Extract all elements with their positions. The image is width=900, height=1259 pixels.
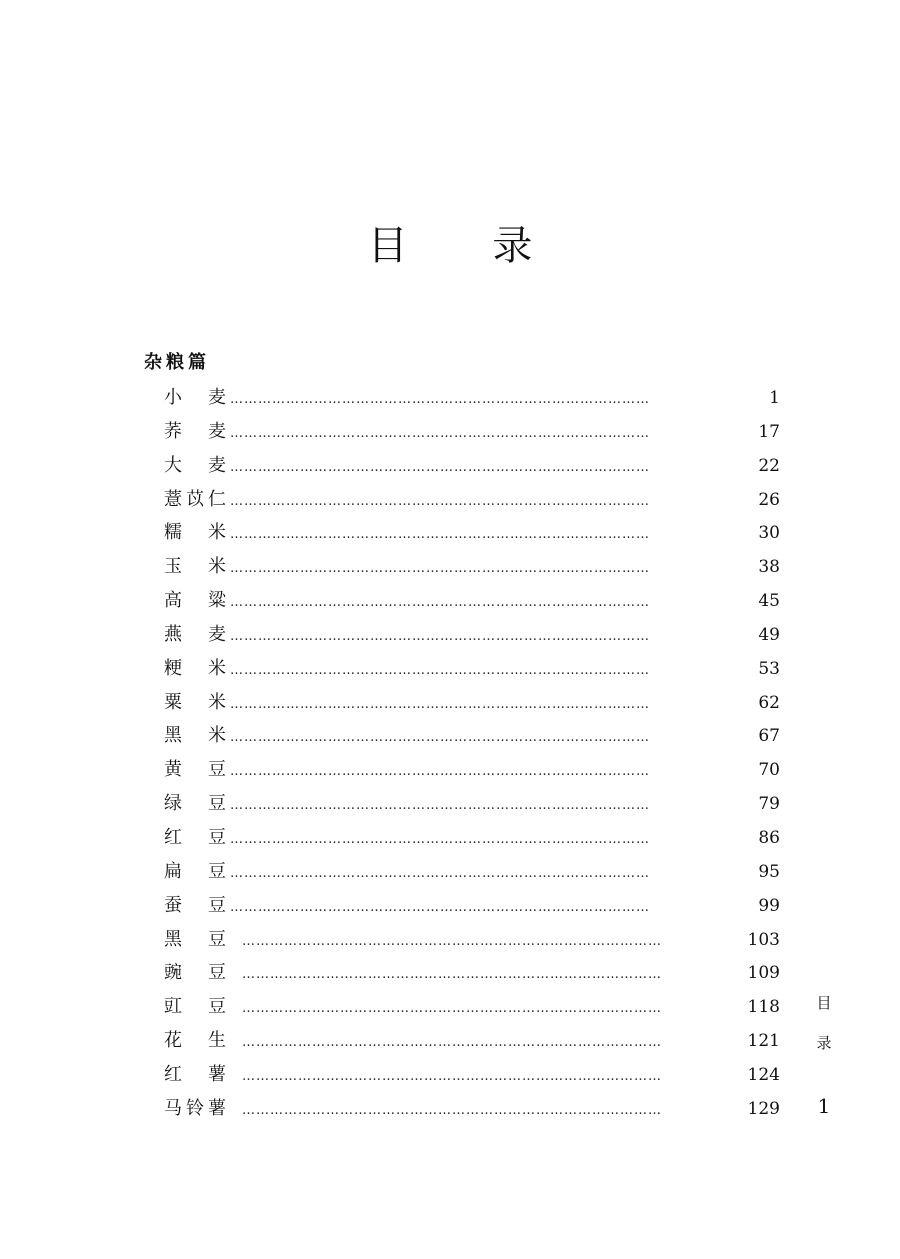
toc-entry-page: 121 [747,1031,780,1052]
toc-entry-page: 103 [747,929,780,950]
toc-entry-name: 红 豆 [164,826,226,848]
toc-entry-name: 扁 豆 [164,860,226,882]
toc-entry-name: 糯 米 [164,522,226,544]
toc-entry[interactable] [164,990,780,1024]
toc-leader: ……………………………………………………………………………… [242,933,662,949]
toc-entry-name: 燕 麦 [164,623,226,645]
running-head-char: 录 [816,1034,832,1052]
toc-entry-page: 99 [758,895,780,916]
toc-entry-name: 粟 米 [164,691,226,713]
toc-entry-page: 49 [758,624,780,645]
toc-leader: ……………………………………………………………………………… [230,865,650,881]
toc-entry-page: 45 [758,591,780,612]
toc-entry[interactable] [164,550,780,584]
toc-entry[interactable] [164,415,780,449]
toc-entry-name: 黑 豆 [164,928,226,950]
toc-entry[interactable] [164,652,780,686]
toc-entry-name: 绿 豆 [164,793,226,815]
toc-entry[interactable] [164,719,780,753]
toc-entry-name: 薏苡仁 [164,488,226,510]
page-title: 目 录 [367,223,569,269]
toc-leader: ……………………………………………………………………………… [242,1035,662,1051]
toc-entry-name: 小 麦 [164,387,226,408]
toc-entry-name: 高 粱 [164,590,226,612]
toc-list [164,381,780,1126]
toc-entry[interactable] [164,821,780,855]
toc-leader: ……………………………………………………………………………… [230,595,650,611]
toc-entry-name: 豌 豆 [164,962,226,984]
toc-entry-name: 马铃薯 [164,1097,226,1119]
toc-entry-page: 124 [747,1064,780,1085]
toc-entry[interactable] [164,753,780,787]
toc-entry-page: 67 [758,726,780,747]
toc-entry[interactable] [164,686,780,720]
toc-leader: ……………………………………………………………………………… [230,493,650,509]
toc-leader: ……………………………………………………………………………… [230,899,650,915]
toc-leader: ……………………………………………………………………………… [242,1068,662,1084]
toc-entry[interactable] [164,449,780,483]
toc-entry-name: 荞 麦 [164,420,226,442]
toc-leader: ……………………………………………………………………………… [230,527,650,543]
toc-entry[interactable] [164,516,780,550]
toc-entry-page: 79 [758,794,780,815]
running-head [816,983,832,1063]
toc-entry-name: 大 麦 [164,454,226,476]
toc-entry[interactable] [164,381,780,415]
toc-leader: ……………………………………………………………………………… [230,662,650,678]
toc-entry[interactable] [164,855,780,889]
toc-entry-name: 黑 米 [164,725,226,747]
toc-leader: ……………………………………………………………………………… [230,392,650,407]
toc-entry-page: 70 [758,760,780,781]
toc-entry[interactable] [164,483,780,517]
toc-entry[interactable] [164,956,780,990]
toc-entry-page: 118 [747,997,780,1018]
toc-entry-name: 豇 豆 [164,996,226,1018]
toc-entry-name: 黄 豆 [164,759,226,781]
toc-leader: ……………………………………………………………………………… [230,459,650,475]
toc-leader: ……………………………………………………………………………… [242,1001,662,1017]
toc-entry[interactable] [164,584,780,618]
toc-entry[interactable] [164,1058,780,1092]
section-heading: 杂粮篇 [144,352,210,373]
toc-entry-page: 53 [758,658,780,679]
toc-entry[interactable] [164,618,780,652]
toc-leader: ……………………………………………………………………………… [230,696,650,712]
toc-entry-page: 30 [758,523,780,544]
toc-leader: ……………………………………………………………………………… [230,425,650,441]
toc-entry-page: 26 [758,489,780,510]
toc-entry-page: 86 [758,827,780,848]
toc-leader: ……………………………………………………………………………… [230,831,650,847]
toc-entry-name: 蚕 豆 [164,894,226,916]
toc-entry[interactable] [164,889,780,923]
toc-leader: ……………………………………………………………………………… [230,628,650,644]
toc-entry[interactable] [164,787,780,821]
toc-entry-name: 红 薯 [164,1063,226,1085]
toc-entry-page: 129 [747,1098,780,1119]
toc-entry-page: 17 [758,421,780,442]
toc-entry-name: 花 生 [164,1030,226,1052]
toc-entry-name: 粳 米 [164,657,226,679]
toc-leader: ……………………………………………………………………………… [230,561,650,577]
toc-entry-page: 22 [758,455,780,476]
toc-entry-page: 95 [758,861,780,882]
toc-entry[interactable] [164,1024,780,1058]
toc-leader: ……………………………………………………………………………… [230,798,650,814]
toc-entry-name: 玉 米 [164,556,226,578]
toc-entry[interactable] [164,923,780,957]
toc-leader: ……………………………………………………………………………… [242,1102,662,1118]
toc-entry-page: 38 [758,557,780,578]
toc-leader: ……………………………………………………………………………… [242,967,662,983]
page-number: 1 [817,1094,831,1118]
toc-entry-page: 1 [769,388,780,408]
toc-entry-page: 62 [758,692,780,713]
toc-leader: ……………………………………………………………………………… [230,764,650,780]
running-head-char: 目 [816,994,832,1012]
toc-leader: ……………………………………………………………………………… [230,730,650,746]
toc-entry[interactable] [164,1092,780,1126]
toc-entry-page: 109 [747,963,780,984]
